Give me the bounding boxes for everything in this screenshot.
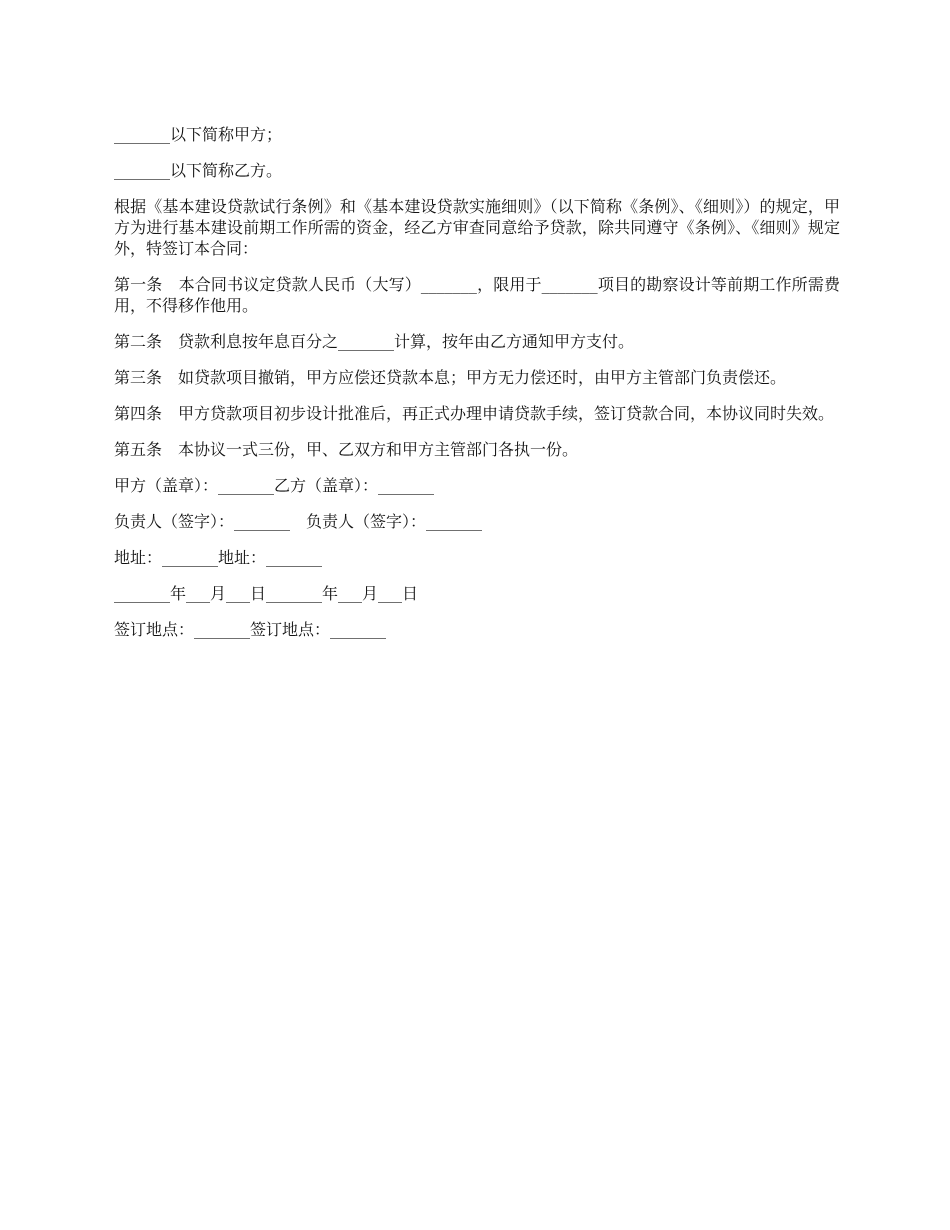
seal-line: 甲方（盖章）：_______乙方（盖章）：_______ bbox=[114, 476, 435, 495]
article-1: 第一条 本合同书议定贷款人民币（大写）_______，限用于_______项目的勘察设计等前期工作所需费用，不得移作他用。 bbox=[114, 275, 840, 315]
article-3: 第三条 如贷款项目撤销，甲方应偿还贷款本息；甲方无力偿还时，由甲方主管部门负责偿还。 bbox=[114, 368, 787, 387]
date-line: _______年___月___日_______年___月___日 bbox=[114, 584, 419, 603]
document-body bbox=[114, 124, 840, 655]
article-5: 第五条 本协议一式三份，甲、乙双方和甲方主管部门各执一份。 bbox=[114, 440, 579, 459]
party-b-line: _______以下简称乙方。 bbox=[114, 161, 283, 180]
article-4: 第四条 甲方贷款项目初步设计批准后，再正式办理申请贷款手续，签订贷款合同，本协议同时失效。 bbox=[114, 404, 835, 423]
article-2: 第二条 贷款利息按年息百分之_______计算，按年由乙方通知甲方支付。 bbox=[114, 332, 635, 351]
signature-line: 负责人（签字）：_______ 负责人（签字）：_______ bbox=[114, 512, 483, 531]
preamble-paragraph: 根据《基本建设贷款试行条例》和《基本建设贷款实施细则》（以下简称《条例》、《细则》）的规定，甲方为进行基本建设前期工作所需的资金，经乙方审查同意给予贷款，除共同遵守《条例》、《细则》规定外，特签订本合同： bbox=[114, 197, 840, 258]
signing-place-line: 签订地点：_______签订地点：_______ bbox=[114, 620, 387, 639]
party-a-line: _______以下简称甲方； bbox=[114, 125, 283, 144]
address-line: 地址：_______地址：_______ bbox=[114, 548, 323, 567]
